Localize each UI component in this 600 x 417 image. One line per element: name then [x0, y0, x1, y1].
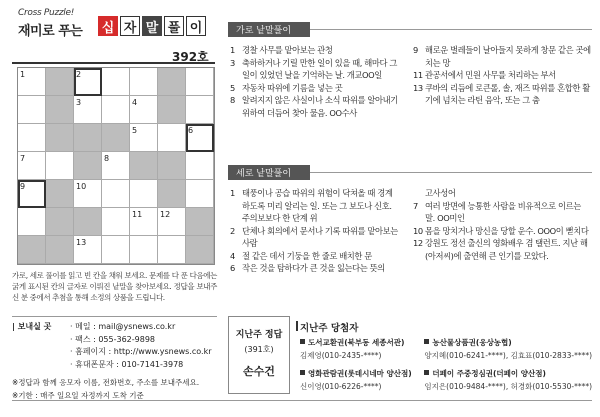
grid-cell[interactable] — [18, 96, 46, 124]
clue — [413, 237, 591, 262]
clue — [413, 187, 591, 200]
title-box: 십 — [98, 16, 118, 36]
send-list — [70, 321, 212, 371]
grid-cell-blocked — [74, 208, 102, 236]
cell-number: 13 — [76, 238, 87, 247]
clue-number: 5 — [230, 82, 235, 93]
clue-text: 단체나 회의에서 문서나 기록 따위를 맡아보는 사람 — [242, 225, 398, 248]
bottom-divider — [12, 400, 592, 401]
main-title: 재미로 푸는 — [18, 24, 83, 39]
grid-cell[interactable] — [18, 68, 46, 96]
winners-bar — [296, 321, 298, 331]
winner-entry — [424, 337, 592, 361]
send-deadline: ※기한 : 매주 일요일 자정까지 도착 기준 — [12, 391, 144, 400]
grid-cell-blocked — [158, 152, 186, 180]
title-box: 이 — [186, 16, 206, 36]
clue-text: 고사성어 — [425, 188, 456, 198]
clue — [413, 44, 591, 69]
clue-number: 1 — [230, 45, 235, 55]
grid-cell[interactable] — [186, 68, 214, 96]
title-box: 말 — [142, 16, 162, 36]
grid-cell[interactable] — [186, 180, 214, 208]
grid-cell[interactable] — [102, 236, 130, 264]
grid-cell[interactable] — [102, 152, 130, 180]
cell-number: 3 — [76, 98, 82, 107]
clue-number: 4 — [230, 250, 235, 261]
cell-number: 8 — [104, 154, 110, 163]
grid-cell[interactable] — [186, 96, 214, 124]
winner-store-name: 더페이 주중정심권(더페이 양산점) — [432, 369, 546, 378]
grid-cell[interactable] — [18, 180, 46, 208]
grid-cell[interactable] — [102, 96, 130, 124]
grid-cell[interactable] — [74, 96, 102, 124]
clue — [230, 250, 400, 263]
sub-title: Cross Puzzle! — [18, 8, 75, 18]
grid-cell-blocked — [186, 236, 214, 264]
grid-cell-blocked — [186, 208, 214, 236]
grid-cell[interactable] — [130, 68, 158, 96]
grid-cell-blocked — [46, 180, 74, 208]
grid-cell-blocked — [46, 68, 74, 96]
answer-issue: (391호) — [244, 345, 274, 354]
grid-cell[interactable] — [18, 208, 46, 236]
grid-cell[interactable] — [18, 152, 46, 180]
clue-text: 자동차 따위에 기름을 넣는 곳 — [242, 82, 343, 93]
clue-text: 축하하거나 기릴 만한 일이 있을 때, 해마다 그 일이 있었던 날을 기억하는 날. 개교OO일 — [242, 57, 397, 80]
grid-cell-blocked — [46, 208, 74, 236]
crossword-grid[interactable] — [17, 67, 215, 265]
clue — [230, 57, 400, 82]
grid-cell-blocked — [46, 124, 74, 152]
grid-cell[interactable] — [130, 208, 158, 236]
clue — [413, 200, 591, 225]
across-clues-left — [230, 44, 400, 119]
cell-number: 4 — [132, 98, 138, 107]
across-header: 가로 낱말풀이 — [228, 22, 310, 37]
cell-number: 7 — [20, 154, 26, 163]
winner-store-name: 농산물상품권(웅상농협) — [432, 338, 512, 347]
grid-cell[interactable] — [46, 152, 74, 180]
clue-number: 2 — [230, 225, 235, 236]
winner-entry — [300, 337, 424, 361]
clue — [413, 69, 591, 82]
clue-number: 10 — [413, 225, 423, 236]
clue — [230, 82, 400, 95]
grid-cell-blocked — [46, 236, 74, 264]
title-boxes — [98, 16, 208, 36]
clue-text: 몸을 망치거나 망신을 당할 운수. OOO이 뻗치다 — [425, 225, 589, 236]
cell-number: 9 — [20, 182, 26, 191]
grid-cell[interactable] — [130, 236, 158, 264]
clue-number: 1 — [230, 188, 235, 198]
grid-cell-blocked — [46, 96, 74, 124]
square-bullet-icon — [300, 339, 305, 344]
grid-cell[interactable] — [130, 180, 158, 208]
winner-store — [424, 368, 592, 379]
send-note: ※정답과 함께 응모자 이름, 전화번호, 주소를 보내주세요. — [12, 378, 200, 387]
grid-cell[interactable] — [130, 96, 158, 124]
send-label: | 보내실 곳 — [12, 322, 52, 331]
down-header: 세로 낱말풀이 — [228, 165, 310, 180]
winner-store — [300, 337, 424, 348]
winner-store — [300, 368, 424, 379]
clue-number: 3 — [230, 57, 235, 68]
send-item: · 홈페이지 : http://www.ysnews.co.kr — [70, 347, 212, 356]
clue-text: 쿠바의 리듬에 로큰롤, 솔, 재즈 따위를 혼합한 활기에 넘치는 라틴 음악, 또는 그 춤 — [425, 82, 590, 105]
winners-list — [300, 337, 592, 392]
clue-text: 해로운 벌레들이 날아들지 못하게 창문 같은 곳에 치는 망 — [425, 45, 591, 68]
down-clues-left — [230, 187, 400, 275]
clue-text: 절 같은 데서 기둥을 한 줄로 배치한 문 — [242, 250, 372, 261]
clue-number: 8 — [230, 95, 235, 105]
instructions: 가로, 세로 풀이를 읽고 빈 칸을 채워 보세요. 문제를 다 푼 다음에는 굵게 표시된 칸의 글자로 이뤄진 낱말을 찾아보세요. 정답을 보내주신 분 중에서 추첨을 통해 소정의 상품을 드립니다. — [12, 271, 217, 302]
square-bullet-icon — [424, 370, 429, 375]
grid-cell-blocked — [158, 68, 186, 96]
grid-cell[interactable] — [74, 236, 102, 264]
cell-number: 5 — [132, 126, 138, 135]
send-item: · 팩스 : 055-362-9898 — [70, 334, 155, 344]
clue-number: 12 — [413, 238, 423, 248]
winner-entry — [424, 368, 592, 392]
cell-number: 1 — [20, 70, 26, 79]
grid-cell[interactable] — [102, 208, 130, 236]
cell-number: 6 — [188, 126, 194, 135]
cell-number: 11 — [132, 210, 143, 219]
clue — [230, 262, 400, 275]
clue-text: 강원도 정선 출신의 영화배우 겸 탤런트. 지난 해 (아저씨)에 출연해 큰 인기를 모았다. — [425, 238, 588, 261]
winners-title: 지난주 당첨자 — [300, 323, 359, 334]
square-bullet-icon — [424, 339, 429, 344]
grid-cell-blocked — [102, 124, 130, 152]
cell-number: 10 — [76, 182, 87, 191]
grid-cell-blocked — [18, 236, 46, 264]
answer-title: 지난주 정답 — [235, 330, 283, 340]
title-box: 자 — [120, 16, 140, 36]
grid-cell[interactable] — [186, 124, 214, 152]
issue-number: 392호 — [172, 50, 209, 64]
down-divider — [310, 172, 592, 173]
clue-number: 13 — [413, 82, 423, 93]
send-item: · 휴대폰문자 : 010-7141-3978 — [70, 359, 184, 369]
grid-cell[interactable] — [18, 124, 46, 152]
clue-text: 알려지지 않은 사실이나 소식 따위를 알아내기 위하여 더듬어 찾아 물음. OO수사 — [242, 95, 398, 118]
clue-text: 태풍이나 공습 따위의 위험이 닥쳐올 때 경계하도록 미리 알리는 일. 또는 그 보도나 신호. 주의보보다 한 단계 위 — [242, 188, 393, 223]
down-clues-right — [413, 187, 591, 262]
grid-cell-blocked — [130, 152, 158, 180]
clue-text: 여러 방면에 능통한 사람을 비유적으로 이르는 말. OO미인 — [425, 200, 581, 223]
grid-cell-blocked — [74, 124, 102, 152]
clue-number: 11 — [413, 70, 423, 80]
winner-names: 김제영(010-2435-****) — [300, 351, 382, 360]
across-divider — [310, 29, 592, 30]
cell-number: 12 — [160, 210, 171, 219]
header-divider — [12, 62, 215, 64]
clue-text: 관공서에서 민원 사무를 처리하는 부서 — [425, 70, 556, 80]
winner-store-name: 도서교환권(북부동 세종서관) — [308, 338, 405, 347]
instructions-divider — [12, 316, 217, 317]
clue-number — [413, 187, 425, 200]
clue-number: 9 — [413, 45, 418, 55]
clue-number: 7 — [413, 200, 418, 211]
grid-cell[interactable] — [158, 208, 186, 236]
winner-store-name: 영화관람권(롯데시네마 양산점) — [308, 369, 412, 378]
grid-cell[interactable] — [186, 152, 214, 180]
clue — [413, 82, 591, 107]
winner-entry — [300, 368, 424, 392]
clue — [230, 94, 400, 119]
grid-cell[interactable] — [74, 68, 102, 96]
grid-cell[interactable] — [102, 180, 130, 208]
grid-cell[interactable] — [74, 180, 102, 208]
winner-names: 임지은(010-9484-****), 허경화(010-5530-****) — [424, 382, 592, 391]
title-box: 풀 — [164, 16, 184, 36]
winner-names: 신이영(010-6226-****) — [300, 382, 382, 391]
across-clues-right — [413, 44, 591, 107]
cell-number: 2 — [76, 70, 82, 79]
clue — [230, 187, 400, 225]
grid-cell-blocked — [74, 152, 102, 180]
clue — [230, 44, 400, 57]
grid-cell-blocked — [158, 180, 186, 208]
grid-cell[interactable] — [158, 124, 186, 152]
winner-names: 양지혜(010-6241-****), 김효표(010-2833-****) — [424, 351, 592, 360]
grid-cell[interactable] — [158, 236, 186, 264]
winner-store — [424, 337, 592, 348]
clue-text: 경찰 사무를 맡아보는 관청 — [242, 45, 333, 55]
square-bullet-icon — [300, 370, 305, 375]
grid-cell-blocked — [158, 96, 186, 124]
clue — [413, 225, 591, 238]
last-week-answer — [228, 316, 290, 394]
grid-cell[interactable] — [130, 124, 158, 152]
clue-text: 작은 것을 탐하다가 큰 것을 잃는다는 뜻의 — [242, 263, 385, 273]
clue-number: 6 — [230, 263, 235, 273]
answer-word: 손수건 — [243, 365, 275, 378]
send-item: · 메일 : mail@ysnews.co.kr — [70, 322, 176, 331]
puzzle-header — [12, 6, 212, 54]
clue — [230, 225, 400, 250]
grid-cell[interactable] — [102, 68, 130, 96]
